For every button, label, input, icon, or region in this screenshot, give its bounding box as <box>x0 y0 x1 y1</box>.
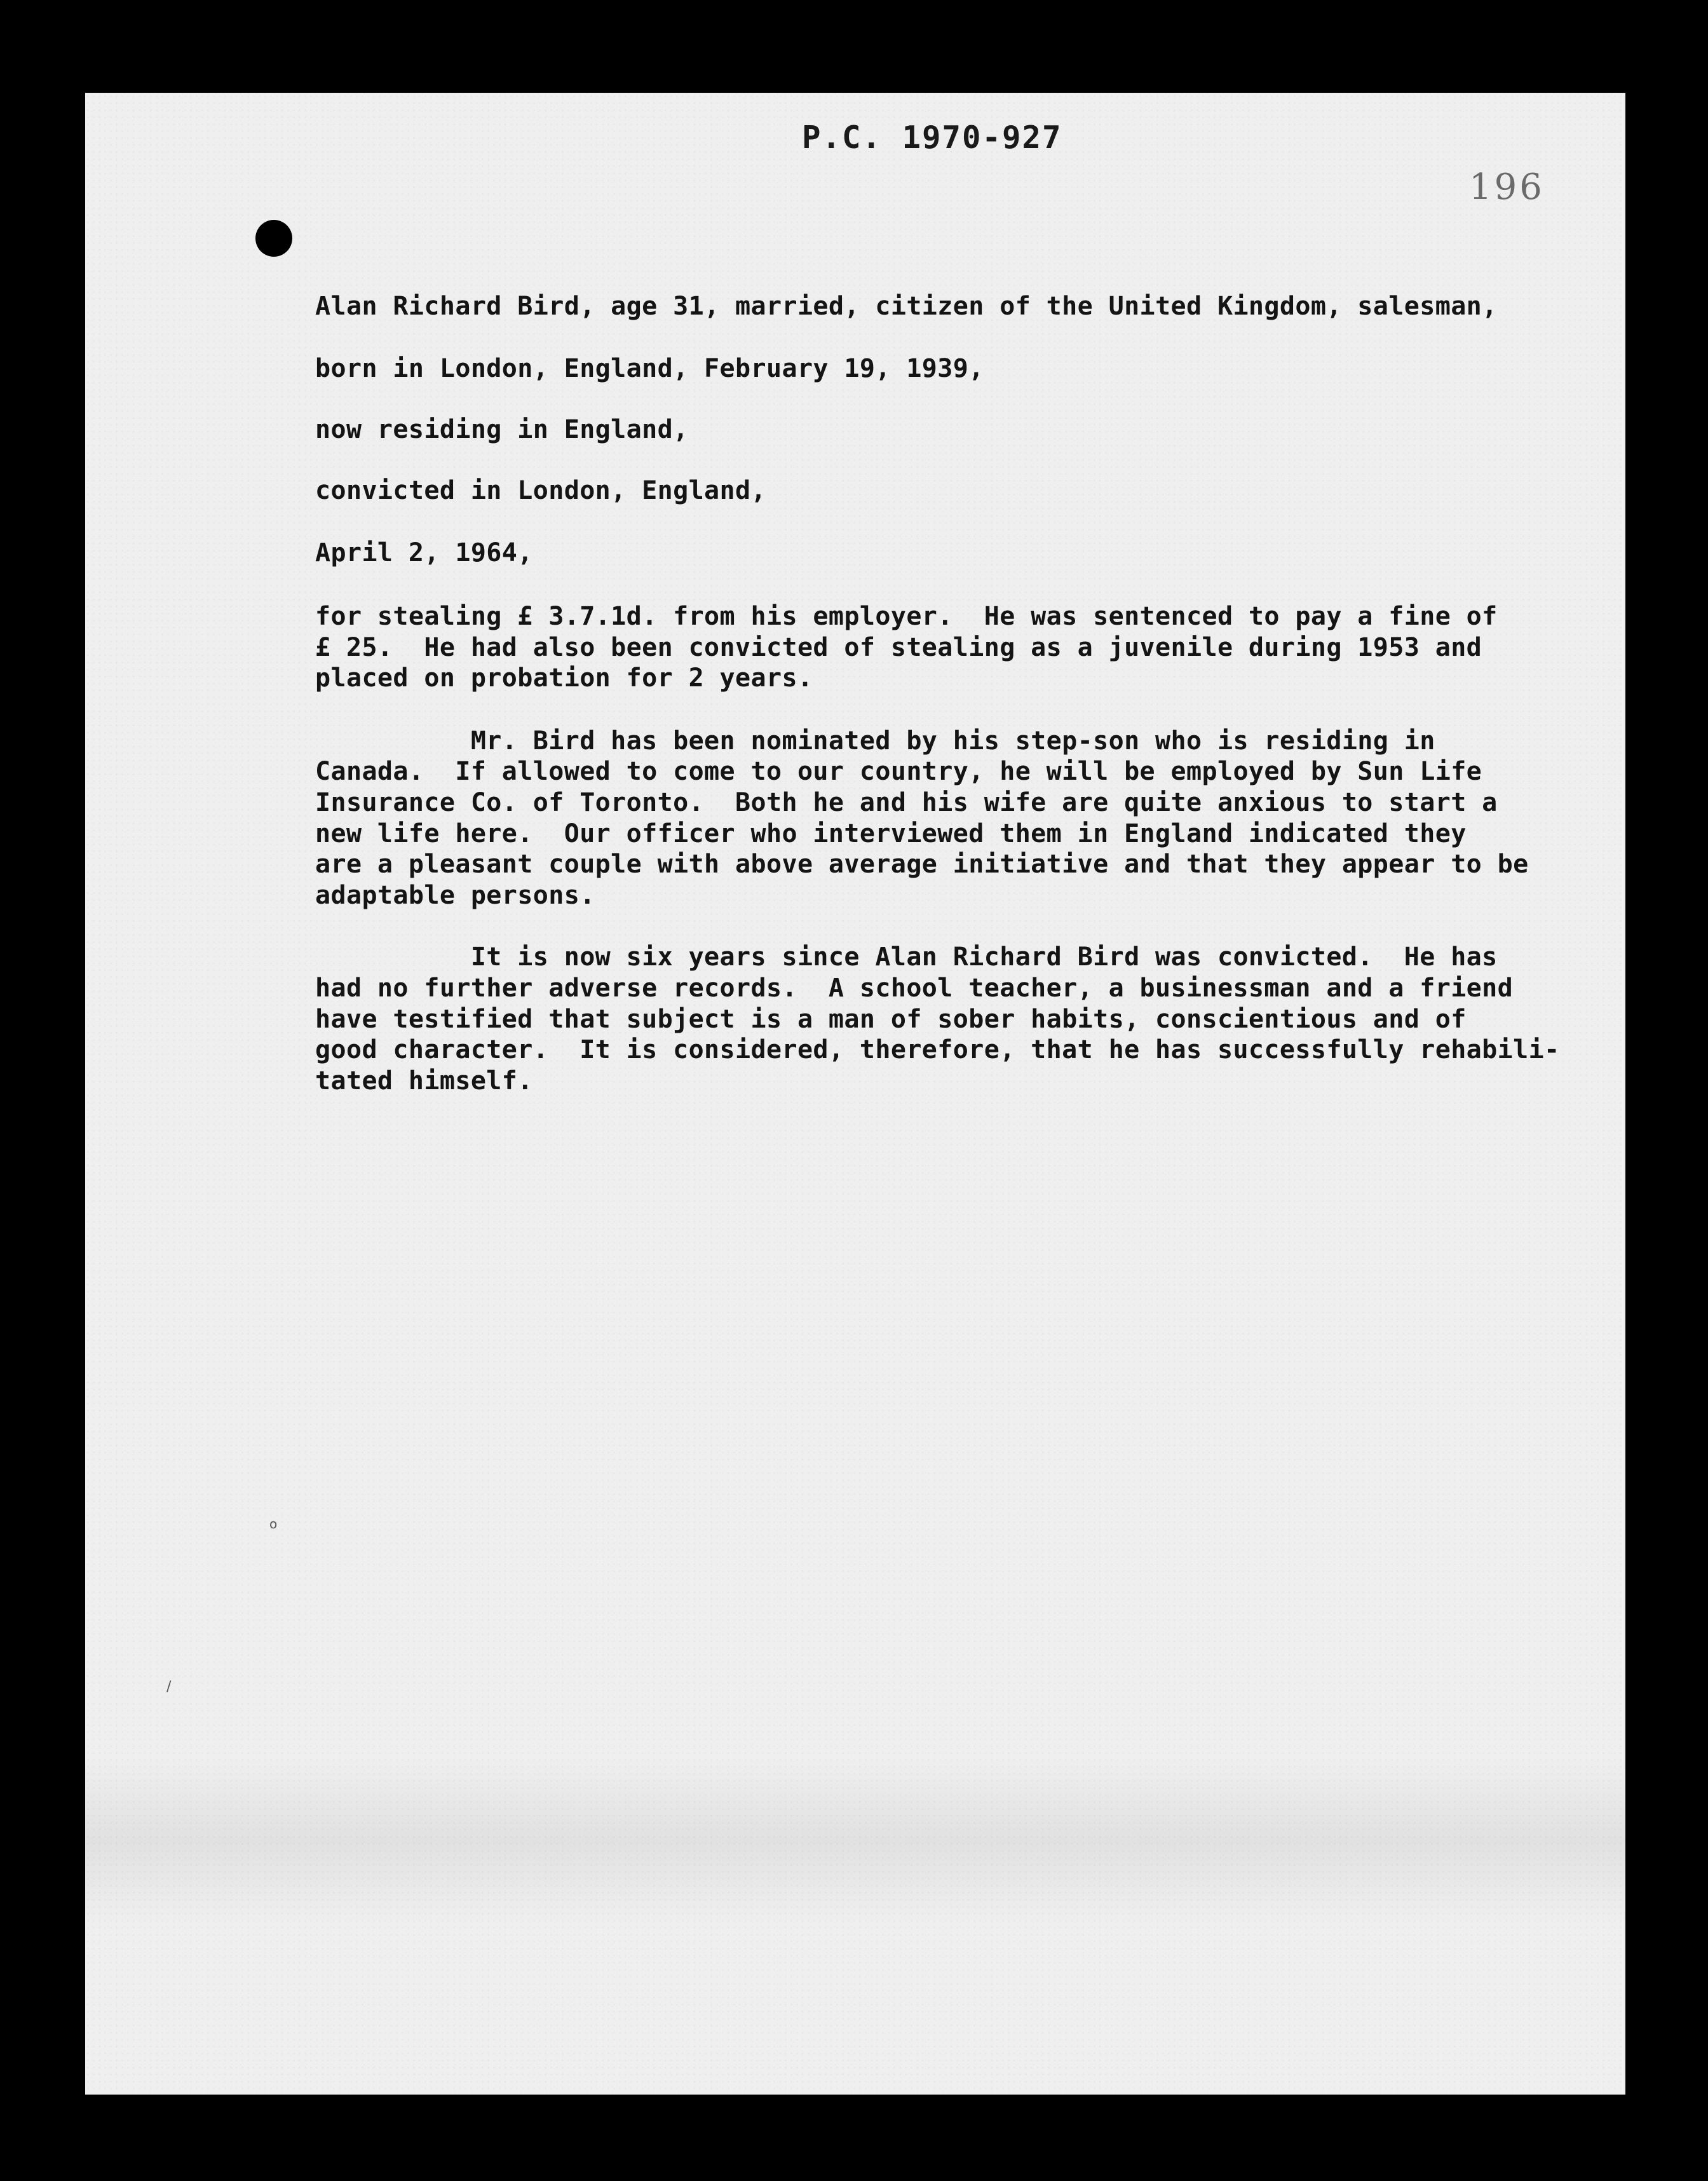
identity-line-conviction-place: convicted in London, England, <box>315 476 766 505</box>
paragraph-3-line: good character. It is considered, therefore, that he has successfully rehabili- <box>315 1035 1560 1064</box>
scan-shading <box>85 1758 1625 1923</box>
identity-line-name: Alan Richard Bird, age 31, married, citizen of the United Kingdom, salesman, <box>315 292 1498 321</box>
stray-mark: o <box>269 1516 278 1532</box>
page-number: 196 <box>1469 166 1545 208</box>
punch-hole <box>255 220 292 257</box>
paragraph-2-line: Insurance Co. of Toronto. Both he and his wife are quite anxious to start a <box>315 788 1498 817</box>
paragraph-2-line: Mr. Bird has been nominated by his step-son who is residing in <box>315 726 1435 756</box>
paragraph-3-line: have testified that subject is a man of sober habits, conscientious and of <box>315 1005 1467 1034</box>
document-reference: P.C. 1970-927 <box>802 119 1062 156</box>
identity-line-conviction-date: April 2, 1964, <box>315 538 533 567</box>
paragraph-2-line: new life here. Our officer who interviewed them in England indicated they <box>315 819 1467 848</box>
paragraph-2-line: adaptable persons. <box>315 881 595 910</box>
paragraph-1-line: £ 25. He had also been convicted of stealing as a juvenile during 1953 and <box>315 633 1482 662</box>
paragraph-2-line: are a pleasant couple with above average initiative and that they appear to be <box>315 850 1529 879</box>
stray-mark: / <box>166 1679 172 1695</box>
identity-line-residence: now residing in England, <box>315 415 689 444</box>
paragraph-2-line: Canada. If allowed to come to our country, he will be employed by Sun Life <box>315 757 1482 786</box>
paragraph-3-line: It is now six years since Alan Richard Bird was convicted. He has <box>315 942 1498 972</box>
paragraph-3-line: tated himself. <box>315 1066 533 1096</box>
identity-line-birth: born in London, England, February 19, 1939, <box>315 354 984 383</box>
paragraph-3-line: had no further adverse records. A school teacher, a businessman and a friend <box>315 974 1514 1003</box>
paragraph-1-line: for stealing £ 3.7.1d. from his employer. He was sentenced to pay a fine of <box>315 602 1498 631</box>
paragraph-1-line: placed on probation for 2 years. <box>315 663 813 693</box>
